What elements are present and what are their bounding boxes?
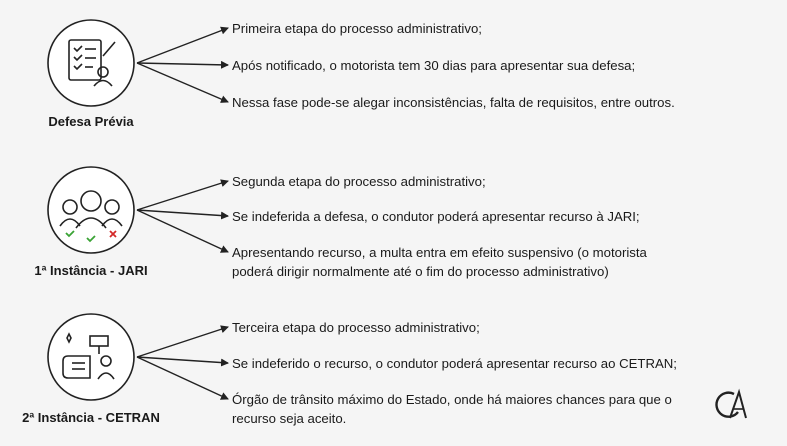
- stage-1-label: Defesa Prévia: [48, 114, 134, 129]
- arrow-1-1: [137, 28, 228, 63]
- stage-2-label: 1ª Instância - JARI: [34, 263, 148, 278]
- stage-1-point-1: Primeira etapa do processo administrativo;: [232, 21, 482, 36]
- arrow-2-2: [137, 210, 228, 216]
- stage-3-circle: [48, 314, 134, 400]
- stage-3-point-2: Se indeferido o recurso, o condutor poderá apresentar recurso ao CETRAN;: [232, 356, 677, 371]
- stage-2-point-2: Se indeferida a defesa, o condutor poderá apresentar recurso à JARI;: [232, 209, 640, 224]
- stage-1-point-2: Após notificado, o motorista tem 30 dias para apresentar sua defesa;: [232, 58, 636, 73]
- arrow-3-2: [137, 357, 228, 363]
- stage-2-circle: [48, 167, 134, 253]
- stage-2-point-1: Segunda etapa do processo administrativo;: [232, 174, 486, 189]
- stage-1-point-3: Nessa fase pode-se alegar inconsistências, falta de requisitos, entre outros.: [232, 95, 675, 110]
- stage-3-label: 2ª Instância - CETRAN: [22, 410, 160, 425]
- arrow-2-1: [137, 181, 228, 210]
- stage-3-point-3: Órgão de trânsito máximo do Estado, onde há maiores chances para que o recurso seja aceito.: [232, 392, 672, 426]
- stage-3-point-1: Terceira etapa do processo administrativo;: [232, 320, 480, 335]
- arrow-1-3: [137, 63, 228, 102]
- stage-2-point-3: Apresentando recurso, a multa entra em efeito suspensivo (o motorista poderá dirigir normalmente até o fim do processo administrativo): [232, 245, 647, 279]
- ga-monogram-logo: [712, 388, 752, 422]
- arrow-3-3: [137, 357, 228, 399]
- arrow-3-1: [137, 327, 228, 357]
- arrow-2-3: [137, 210, 228, 252]
- stage-1-circle: [48, 20, 134, 106]
- arrow-1-2: [137, 63, 228, 65]
